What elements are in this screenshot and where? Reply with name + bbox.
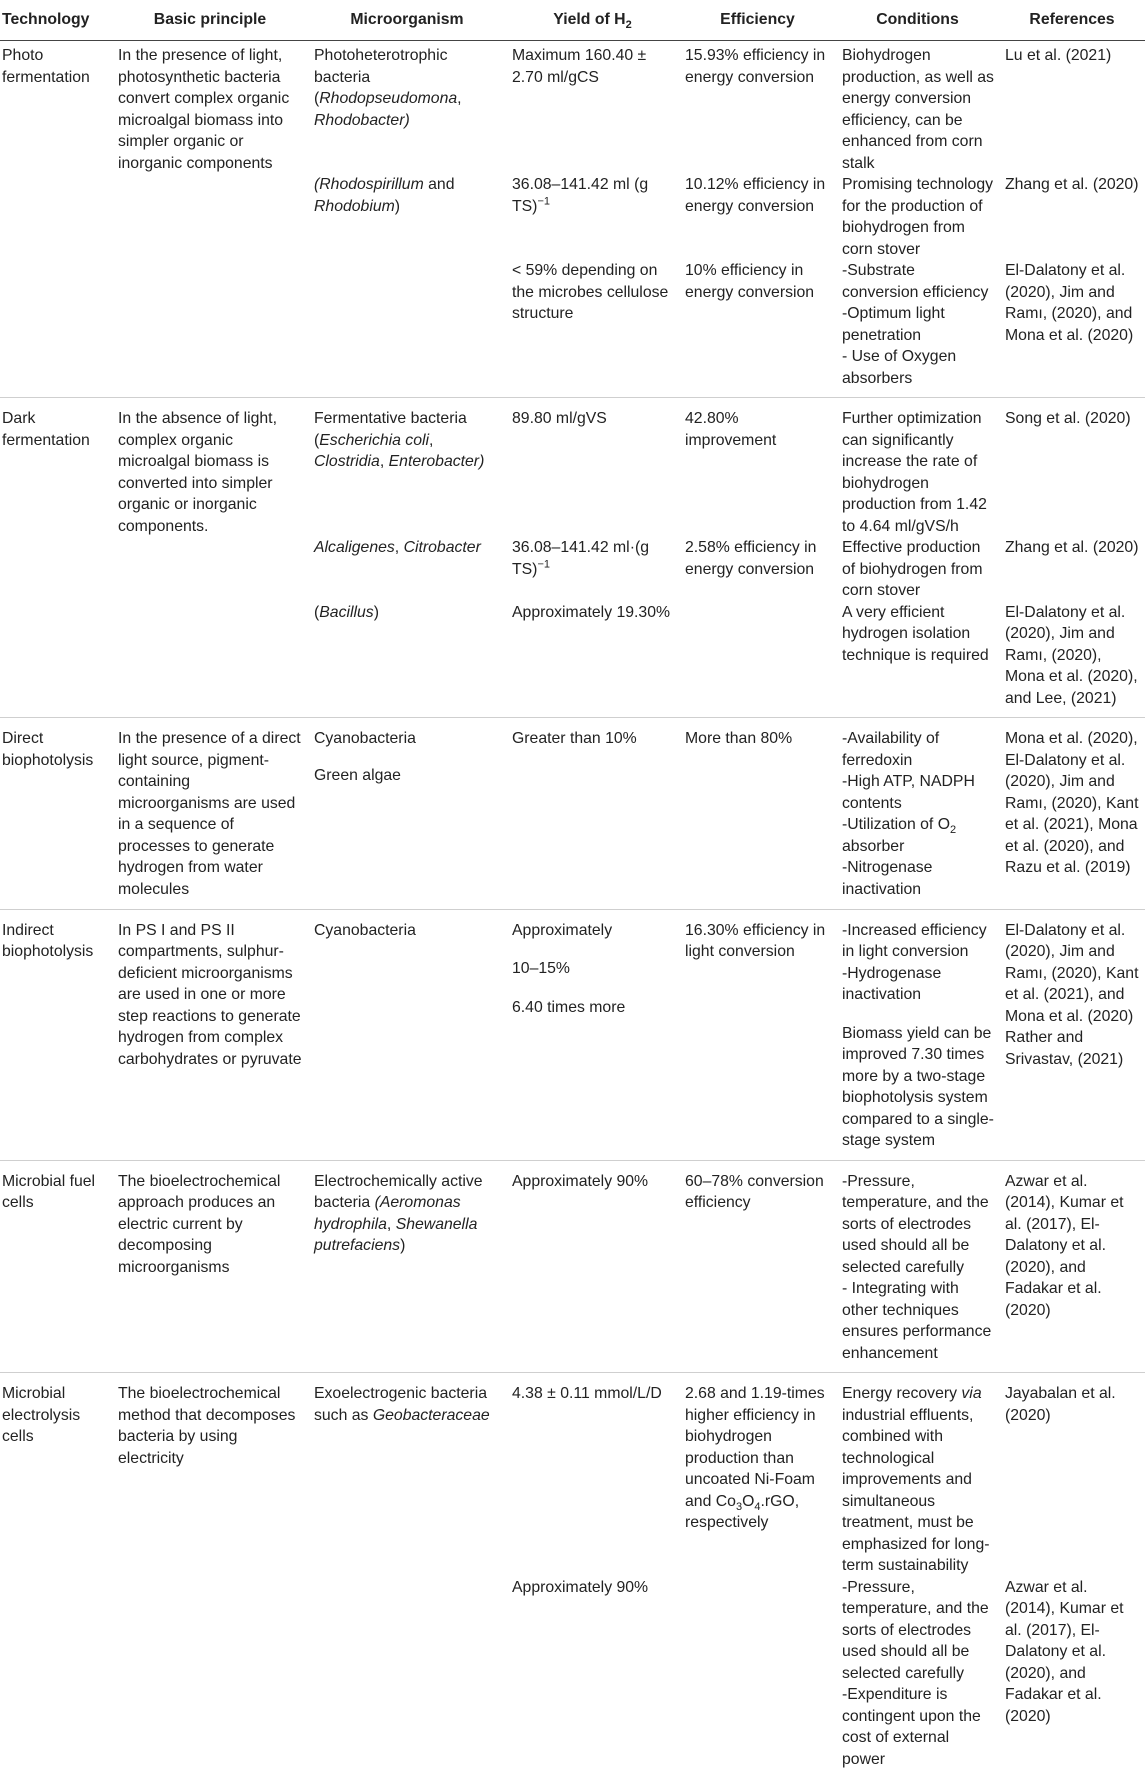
references-cell: Song et al. (2020) — [999, 398, 1145, 538]
efficiency-cell: 15.93% efficiency in energy conversion — [679, 41, 836, 175]
principle-cell: In the presence of a direct light source, pigment-containing microorganisms are used in a sequence of processes to generate hydrogen from water molecules — [112, 718, 308, 910]
yield-cell: 89.80 ml/gVS — [506, 398, 679, 538]
microorganism-line: Cyanobacteria — [314, 728, 502, 750]
table-row — [0, 1373, 1145, 1577]
references-cell: El-Dalatony et al. (2020), Jim and Ramı, (2020), and Mona et al. (2020) — [999, 260, 1145, 398]
conditions-cell: -Pressure, temperature, and the sorts of electrodes used should all be selected carefully -Expenditure is contingent upon the cost of external power — [836, 1577, 999, 1770]
efficiency-cell — [679, 1577, 836, 1770]
microorganism-cell — [308, 260, 506, 398]
references-cell: Zhang et al. (2020) — [999, 537, 1145, 602]
yield-line: 10–15% — [512, 958, 675, 980]
yield-cell: 36.08–141.42 ml·(g TS)$^{-1}$ — [506, 537, 679, 602]
conditions-cell: Further optimization can significantly increase the rate of biohydrogen production from 1.42 to 4.64 ml/gVS/h — [836, 398, 999, 538]
table-row — [0, 398, 1145, 538]
technology-cell: Photo fermentation — [0, 41, 112, 398]
references-cell: Lu et al. (2021) — [999, 41, 1145, 175]
header-row — [0, 0, 1145, 41]
yield-cell: Greater than 10% — [506, 718, 679, 910]
references-block: El-Dalatony et al. (2020), Jim and Ramı, (2020), Kant et al. (2021), and Mona et al. (2020) — [1005, 920, 1141, 1028]
references-cell: Jayabalan et al. (2020) — [999, 1373, 1145, 1577]
efficiency-cell: 2.58% efficiency in energy conversion — [679, 537, 836, 602]
yield-cell: 36.08–141.42 ml (g TS)$^{-1}$ — [506, 174, 679, 260]
conditions-cell: -Pressure, temperature, and the sorts of electrodes used should all be selected carefully - Integrating with other techniques ensures performance enhancement — [836, 1160, 999, 1373]
conditions-cell: A very efficient hydrogen isolation technique is required — [836, 602, 999, 718]
principle-cell: The bioelectrochemical method that decomposes bacteria by using electricity — [112, 1373, 308, 1770]
yield-cell: < 59% depending on the microbes cellulose structure — [506, 260, 679, 398]
principle-cell: In PS I and PS II compartments, sulphur-deficient microorganisms are used in one or more step reactions to generate hydrogen from complex carbohydrates or pyruvate — [112, 909, 308, 1160]
microorganism-cell: Electrochemically active bacteria (Aeromonas hydrophila, Shewanella putrefaciens) — [308, 1160, 506, 1373]
header-basic-principle: Basic principle — [112, 0, 308, 41]
yield-line: 6.40 times more — [512, 997, 675, 1019]
conditions-cell: -Substrate conversion efficiency -Optimum light penetration - Use of Oxygen absorbers — [836, 260, 999, 398]
principle-cell: The bioelectrochemical approach produces an electric current by decomposing microorganisms — [112, 1160, 308, 1373]
references-cell: Zhang et al. (2020) — [999, 174, 1145, 260]
references-block: Rather and Srivastav, (2021) — [1005, 1027, 1141, 1070]
yield-cell: Maximum 160.40 ± 2.70 ml/gCS — [506, 41, 679, 175]
microorganism-cell: Photoheterotrophic bacteria (Rhodopseudomona, Rhodobacter) — [308, 41, 506, 175]
technology-cell: Indirect biophotolysis — [0, 909, 112, 1160]
table-row — [0, 909, 1145, 1160]
efficiency-cell: 10.12% efficiency in energy conversion — [679, 174, 836, 260]
microorganism-cell: (Rhodospirillum and Rhodobium) — [308, 174, 506, 260]
references-cell: Azwar et al. (2014), Kumar et al. (2017), El-Dalatony et al. (2020), and Fadakar et al. (2020) — [999, 1577, 1145, 1770]
table-row — [0, 41, 1145, 175]
principle-cell: In the presence of light, photosynthetic bacteria convert complex organic microalgal biomass into simpler organic or inorganic components — [112, 41, 308, 398]
technology-cell: Direct biophotolysis — [0, 718, 112, 910]
yield-cell: Approximately 90% — [506, 1577, 679, 1770]
header-technology: Technology — [0, 0, 112, 41]
yield-cell: Approximately 19.30% — [506, 602, 679, 718]
conditions-cell: Effective production of biohydrogen from corn stover — [836, 537, 999, 602]
references-cell — [999, 909, 1145, 1160]
header-references: References — [999, 0, 1145, 41]
microorganism-cell: Cyanobacteria — [308, 909, 506, 1160]
microorganism-cell: Fermentative bacteria (Escherichia coli, Clostridia, Enterobacter) — [308, 398, 506, 538]
microorganism-cell: (Bacillus) — [308, 602, 506, 718]
microorganism-cell: Exoelectrogenic bacteria such as Geobacteraceae — [308, 1373, 506, 1770]
technology-cell: Microbial fuel cells — [0, 1160, 112, 1373]
conditions-block: Biomass yield can be improved 7.30 times more by a two-stage biophotolysis system compared to a single-stage system — [842, 1023, 995, 1152]
header-efficiency: Efficiency — [679, 0, 836, 41]
efficiency-cell: 2.68 and 1.19-times higher efficiency in biohydrogen production than uncoated Ni-Foam and $Co_3O_4.rGO$, respectively — [679, 1373, 836, 1577]
efficiency-cell: 42.80% improvement — [679, 398, 836, 538]
microorganism-line: Green algae — [314, 765, 502, 787]
conditions-cell: -Availability of ferredoxin -High ATP, NADPH contents -Utilization of $O_2$ absorber -Nitrogenase inactivation — [836, 718, 999, 910]
microorganism-cell: Alcaligenes, Citrobacter — [308, 537, 506, 602]
microorganism-cell — [308, 718, 506, 910]
table-row — [0, 718, 1145, 910]
header-yield: Yield of $H_2$ — [506, 0, 679, 41]
yield-line: Approximately — [512, 920, 675, 942]
technology-cell: Dark fermentation — [0, 398, 112, 718]
table-row — [0, 1160, 1145, 1373]
principle-cell: In the absence of light, complex organic microalgal biomass is converted into simpler organic or inorganic components. — [112, 398, 308, 718]
conditions-cell: Energy recovery via industrial effluents, combined with technological improvements and simultaneous treatment, must be emphasized for long-term sustainability — [836, 1373, 999, 1577]
conditions-block: -Increased efficiency in light conversion -Hydrogenase inactivation — [842, 920, 995, 1006]
references-cell: Azwar et al. (2014), Kumar et al. (2017), El-Dalatony et al. (2020), and Fadakar et al. (2020) — [999, 1160, 1145, 1373]
efficiency-cell: More than 80% — [679, 718, 836, 910]
references-cell: Mona et al. (2020), El-Dalatony et al. (2020), Jim and Ramı, (2020), Kant et al. (2021), Mona et al. (2020), and Razu et al. (2019) — [999, 718, 1145, 910]
efficiency-cell: 60–78% conversion efficiency — [679, 1160, 836, 1373]
yield-cell: Approximately 90% — [506, 1160, 679, 1373]
conditions-cell: Promising technology for the production of biohydrogen from corn stover — [836, 174, 999, 260]
header-conditions: Conditions — [836, 0, 999, 41]
technology-cell: Microbial electrolysis cells — [0, 1373, 112, 1770]
efficiency-cell: 16.30% efficiency in light conversion — [679, 909, 836, 1160]
efficiency-cell: 10% efficiency in energy conversion — [679, 260, 836, 398]
references-cell: El-Dalatony et al. (2020), Jim and Ramı, (2020), Mona et al. (2020), and Lee, (2021) — [999, 602, 1145, 718]
conditions-cell: Biohydrogen production, as well as energy conversion efficiency, can be enhanced from corn stalk — [836, 41, 999, 175]
yield-cell — [506, 909, 679, 1160]
efficiency-cell — [679, 602, 836, 718]
header-microorganism: Microorganism — [308, 0, 506, 41]
conditions-cell — [836, 909, 999, 1160]
yield-cell: 4.38 ± 0.11 mmol/L/D — [506, 1373, 679, 1577]
